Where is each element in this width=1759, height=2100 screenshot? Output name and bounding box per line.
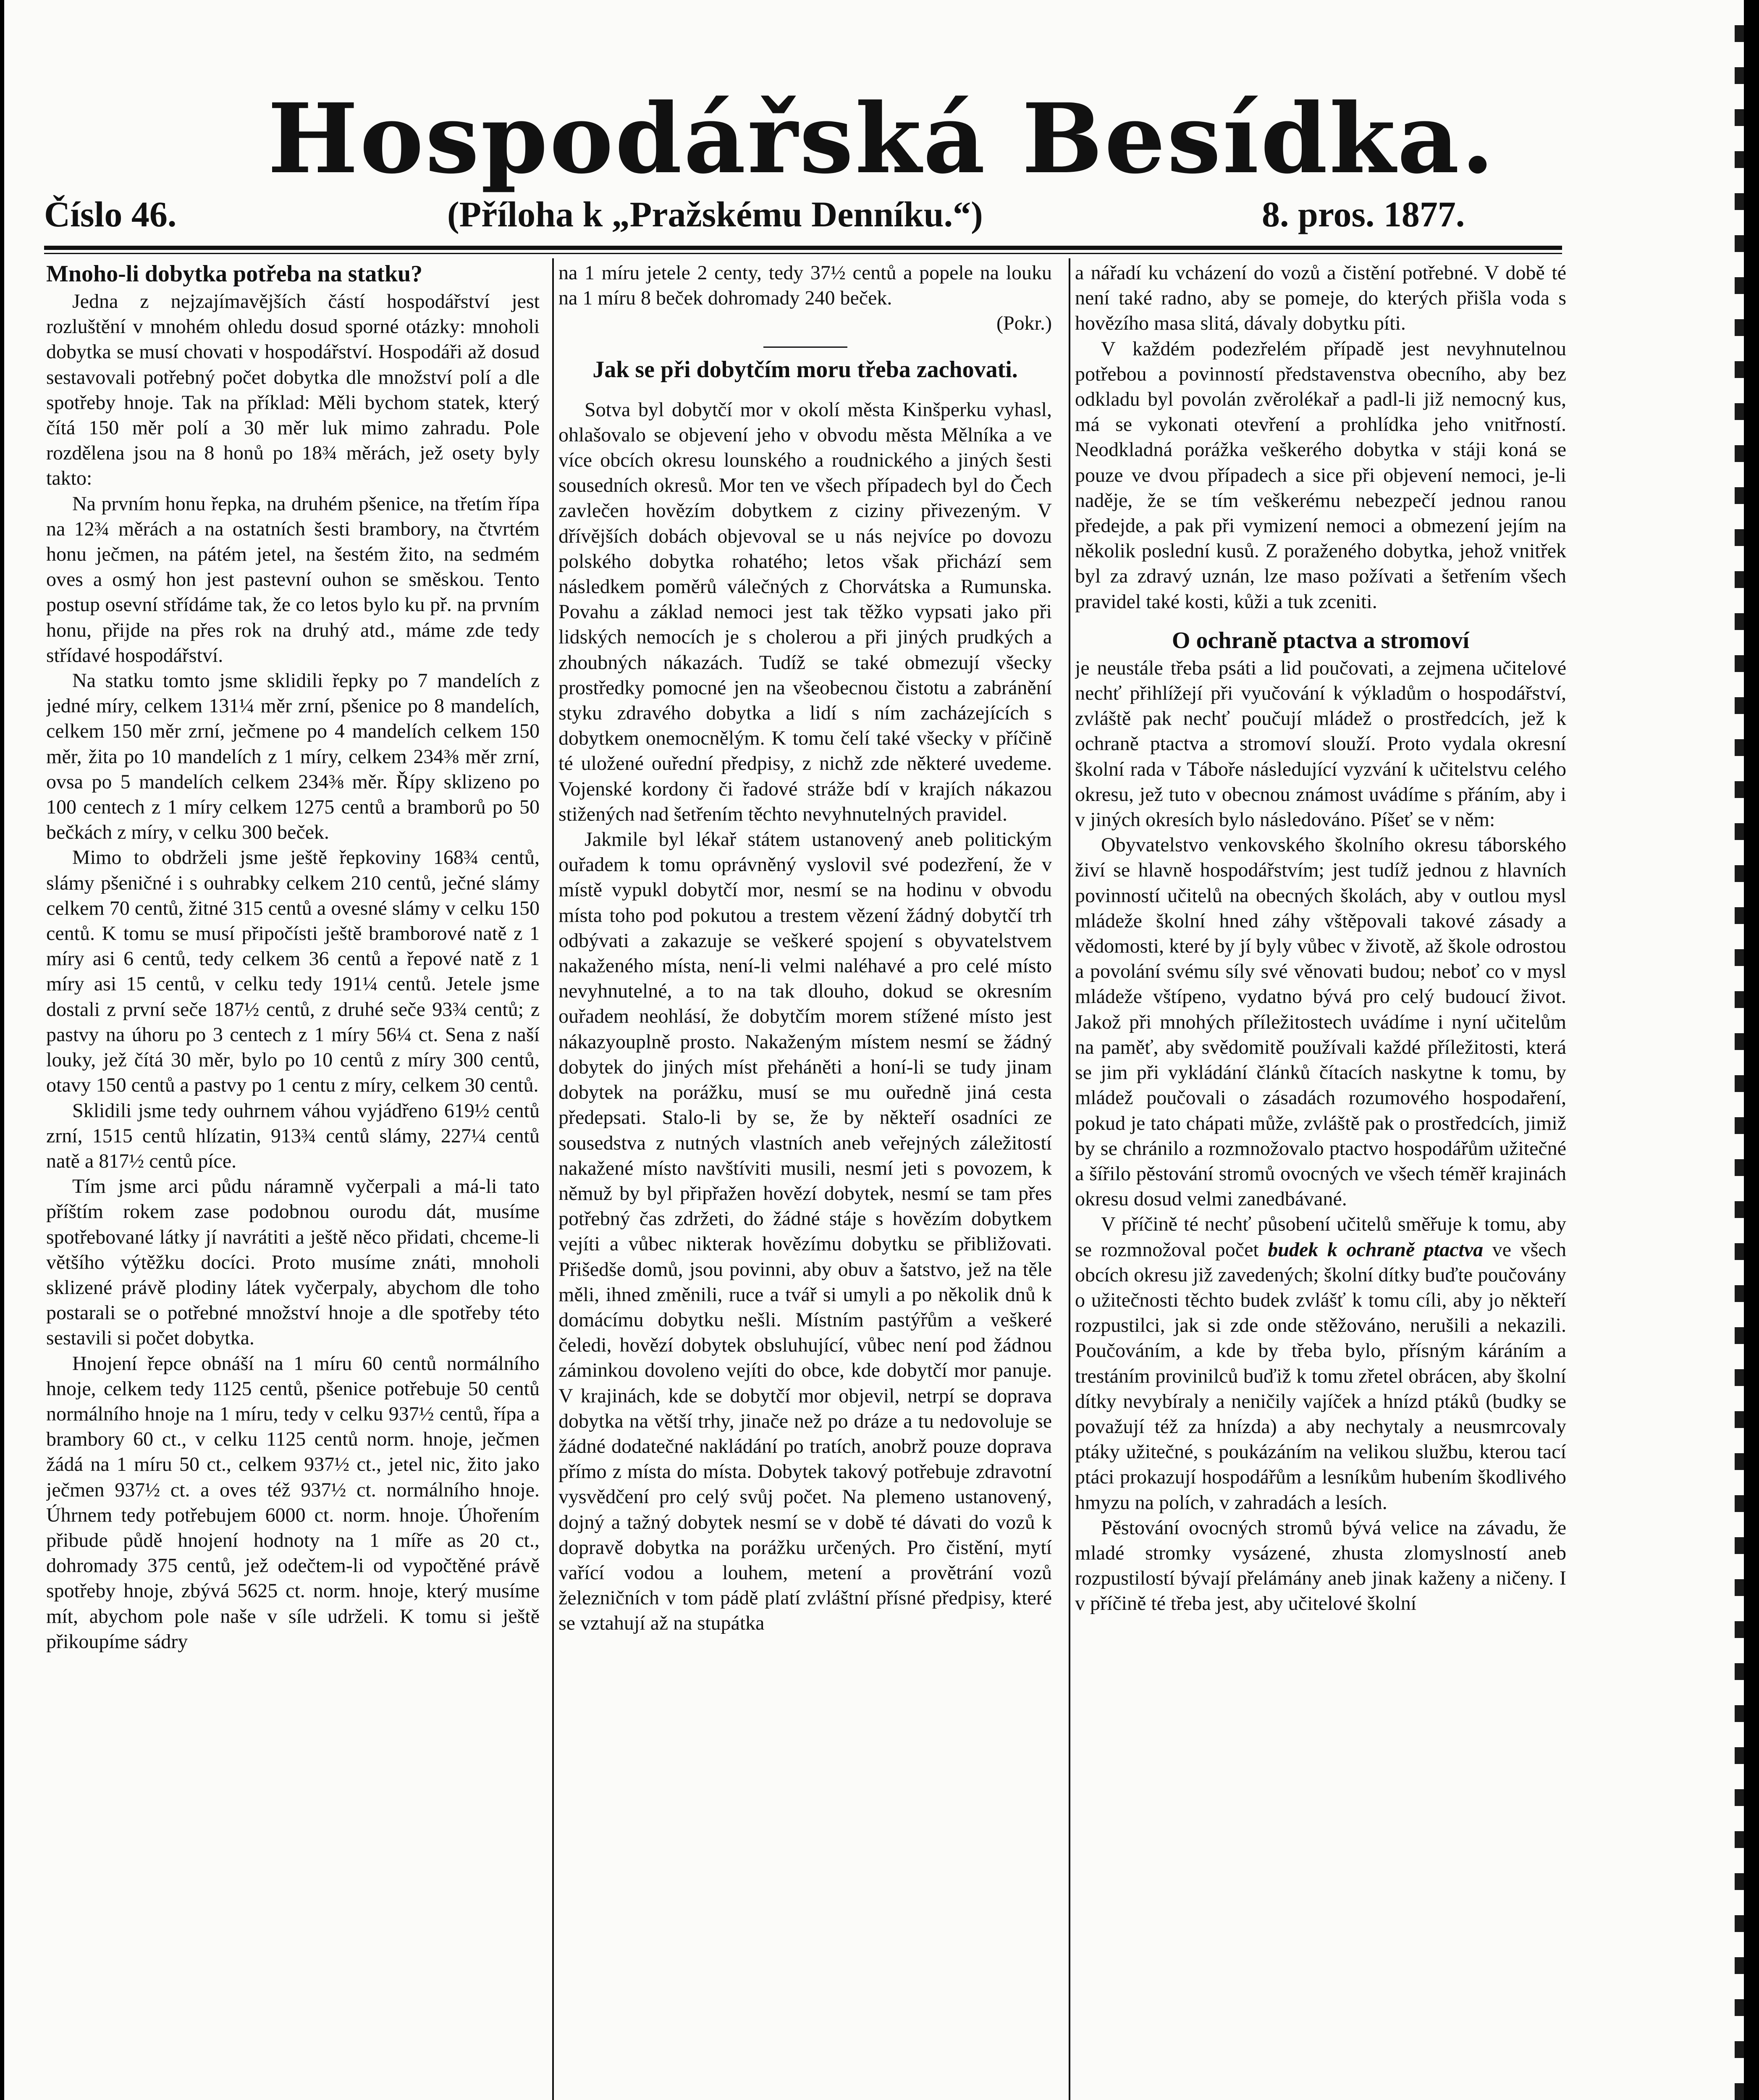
column-1 xyxy=(46,260,540,2100)
paragraph: Tím jsme arci půdu náramně vyčerpali a má-li tato příštím rokem zase podobnou ourodu dát, musíme spotřebované látky jí navrátiti a ještě něco přidati, chceme-li většího výtěžku docíci. Proto musíme znáti, mnoholi sklizené právě plodiny látek vyčerpaly, abychom dle toho postarali se o potřebné množství hnoje a dle spotřeby této sestavili si počet dobytka. xyxy=(46,1175,540,1349)
column-2 xyxy=(558,260,1052,2100)
column-divider-1 xyxy=(552,258,554,2100)
subheader xyxy=(44,195,1556,233)
emphasized-phrase: budek k ochraně ptactva xyxy=(1268,1238,1484,1261)
column-divider-2 xyxy=(1069,258,1070,2100)
scan-border-right xyxy=(1744,0,1759,2100)
paragraph: Jedna z nejzajímavějších částí hospodářství jest rozluštění v mnohém ohledu dosud sporné otázky: mnoholi dobytka se musí chovati v hospodářství. Hospodáři až dosud sestavovali potřebný počet dobytka dle množství polí a dle spotřeby hnoje. Tak na příklad: Měli bychom statek, který čítá 150 měr polí a 30 měr luk mimo zahradu. Pole rozdělena jsou na 8 honů po 18¾ měrách, jež osety byly takto: xyxy=(46,290,540,490)
paragraph: Jakmile byl lékař státem ustanovený aneb politickým ouřadem k tomu oprávněný vyslovil své podezření, že v místě vypukl dobytčí mor, nesmí se na hodinu v obvodu místa toho pod pokutou a trestem vězení žádný dobytčí trh odbývati a zakazuje se veškeré spojení s obyvatelstvem nakaženého místa, není-li velmi naléhavé a pro celé místo nevyhnutelné, a to na tak dlouho, dokud se okresním ouřadem neohlásí, že dobytčím morem stížené místo jest nákazyouplně prosto. Nakaženým místem nesmí se žádný dobytek do jiných míst přeháněti a honí-li se tudy jinam dobytek na porážku, musí se mu ouředně jiná cesta předepsati. Stalo-li by se, že by někteří osadníci ze sousedstva z nutných vlastních aneb veřejných záležitostí nakažené místo navštíviti musili, nesmí jeti s povozem, k němuž by byl připřažen hovězí dobytek, nesmí se tam přes potřebný čas zdržeti, do žádné stáje s hovězím dobytkem vejíti a vůbec nikterak hovězímu dobytku se přibližovati. Přišedše domů, jsou povinni, aby obuv a šatstvo, jež na těle měli, ihned změnili, ruce a tvář si umyli a po několik dnů k domácímu dobytku nešli. Místním pastýřům a veškeré čeledi, hovězí dobytek obsluhující, vůbec není pod žádnou záminkou dovoleno vejíti do obce, kde dobytčí mor panuje. V krajinách, kde se dobytčí mor objevil, netrpí se doprava dobytka na větší trhy, jinače než po dráze a tu nedovoluje se žádné dodatečné nakládání po tratích, anobrž pouze doprava přímo z místa do místa. Dobytek takový potřebuje zdravotní vysvědčení pro celý svůj počet. Na plemeno ustanovený, dojný a tažný dobytek nesmí se v době té dávati do vozů k dopravě dobytka na porážku určených. Pro čistění, mytí vařící vodou a louhem, metení a provětrání vozů železničních v tom pádě platí zvláštní přísné předpisy, které se vztahují až na stupátka xyxy=(558,828,1052,1635)
header-rule-thin xyxy=(44,253,1562,254)
supplement-note: (Příloha k „Pražskému Denníku.“) xyxy=(447,194,983,234)
binding-holes xyxy=(1735,0,1744,2100)
paragraph: Pěstování ovocných stromů bývá velice na závadu, že mladé stromky vysázené, zhusta zlomyslností aneb rozpustilostí bývají přelámány aneb jinak kaženy a ničeny. I v příčině té třeba jest, aby učitelové školní xyxy=(1075,1516,1566,1615)
paragraph-continuation: a nářadí ku vcházení do vozů a čistění potřebné. V době té není také radno, aby se pomeje, do kterých přišla voda s hovězího masa slitá, dávaly dobytku píti. xyxy=(1075,262,1566,335)
paragraph: je neustále třeba psáti a lid poučovati, a zejmena učitelové nechť přihlížejí při vyučování k výkladům o hospodářství, zvláště pak nechť poučují mládež o prostředcích, jež k ochraně ptactva a stromoví slouží. Proto vydala okresní školní rada v Táboře následující vyzvání k učitelstvu celého okresu, jež tuto v obecnou známost uvádíme s přáním, aby i v jiných okresích bylo následováno. Píšeť se v něm: xyxy=(1075,656,1566,831)
header-rule-thick xyxy=(44,246,1562,250)
paragraph: Obyvatelstvo venkovského školního okresu táborského živí se hlavně hospodářstvím; jest tudíž jednou z hlavních povinností učitelů na obecných školách, aby v outlou mysl mládeže školní hned záhy vštěpovali takové zásady a vědomosti, které by jí byly vůbec v životě, až škole odrostou a povolání svému síly své věnovati budou; neboť co v mysl mládeže vštípeno, vydatno bývá pro celý budoucí život. Jakož při mnohých příležitostech uvádíme i nyní učitelům na paměť, aby svědomitě používali každé příležitosti, která se jim při vykládání článků čítacích naskytne k tomu, by mládež poučovali o zásadách rozumového hospodaření, pokud je tato chápati může, zvláště pak o prostředcích, jimiž by se chránilo a rozmnožovalo ptactvo hospodářům užitečné a šířilo pěstování stromů ovocných ve všech téměř krajinách okresu dosud velmi zanedbávané. xyxy=(1075,834,1566,1210)
column-3 xyxy=(1075,260,1566,2100)
spacer xyxy=(558,385,1052,397)
spacer xyxy=(1075,614,1566,627)
paragraph: Na statku tomto jsme sklidili řepky po 7 mandelích z jedné míry, celkem 131¼ měr zrní, pšenice po 8 mandelích, celkem 150 měr zrní, ječmene po 4 mandelích celkem 150 měr, žita po 10 mandelích z 1 míry, celkem 234⅜ měr zrní, ovsa po 5 mandelích celkem 234⅜ měr. Řípy sklizeno po 100 centech z 1 míry celkem 1275 centů a bramborů po 50 bečkách z míry, v celku 300 beček. xyxy=(46,669,540,844)
paragraph: Mimo to obdrželi jsme ještě řepkoviny 168¾ centů, slámy pšeničné i s ouhrabky celkem 210 centů, ječné slámy celkem 70 centů, žitné 315 centů a ovesné slámy v celku 150 centů. K tomu se musí připočísti ještě bramborové natě z 1 míry asi 6 centů, tedy celkem 36 centů a řepové natě z 1 míry asi 15 centů, v celku tedy 191¼ centů. Jetele jsme dostali z první seče 187½ centů, z druhé seče 93¾ centů; z pastvy na úhoru po 3 centech z 1 míry 56¼ ct. Sena z naší louky, jež čítá 30 měr, bylo po 10 centů z míry 300 centů, otavy 150 centů a pastvy po 1 centu z míry, celkem 30 centů. xyxy=(46,846,540,1097)
paragraph-continuation: na 1 míru jetele 2 centy, tedy 37½ centů a popele na louku na 1 míru 8 beček dohromady 240 beček. xyxy=(558,262,1052,310)
article-separator xyxy=(763,346,847,348)
article-title-livestock: Mnoho-li dobytka potřeba na statku? xyxy=(46,261,423,287)
paragraph: Sklidili jsme tedy ouhrnem váhou vyjádřeno 619½ centů zrní, 1515 centů hlízatin, 913¾ centů slámy, 227¼ centů natě a 817½ centů píce. xyxy=(46,1099,540,1172)
issue-date: 8. pros. 1877. xyxy=(1262,194,1465,234)
continued-marker: (Pokr.) xyxy=(996,312,1052,335)
masthead-title: Hospodářská Besídka. xyxy=(267,82,1496,195)
paragraph: Sotva byl dobytčí mor v okolí města Kinšperku vyhasl, ohlašovalo se objevení jeho v obvodu města Mělníka a ve více obcích okresu lounského a roudnického a jiných šesti sousedních okresů. Mor ten ve všech případech byl do Čech zavlečen hovězím dobytkem z ciziny přivezeným. V dřívějších dobách objevoval se u nás nejvíce po dovozu polského dobytka rohatého; letos však přichází sem následkem poměrů válečných z Chorvátska a Rumunska. Povahu a základ nemoci jest tak těžko vypsati jako při lidských nemocích je s cholerou a při jiných prudkých a zhoubných nákazách. Tudíž se také obmezují všecky prostředky pomocné jen na všeobecnou čistotu a zabránění styku zdravého dobytka a lidí s ním zacházejících s dobytkem onemocnělým. K tomu čelí také všecky v příčině té uložené ouřední předpisy, z nichž zde některé uvedeme. Vojenské kordony či řadové stráže bdí v krajích nákazou stižených nad šetřením těchto nevyhnutelných pravidel. xyxy=(558,398,1052,825)
paragraph: V příčině té nechť působení učitelů směřuje k tomu, aby se rozmnožoval počet budek k ochraně ptactva ve všech obcích okresu již zavedených; školní dítky buďte poučovány o užitečnosti těchto budek zvlášť k tomu cíli, aby jo někteří rozpustilci, jak si zde onde stěžováno, nerušili a nekazili. Poučováním, a kde by třeba bylo, přísným káráním a trestáním provinilců buďiž k tomu zřetel obrácen, aby školní dítky nevybíraly a neničily vajíček a hnízd ptáků (budky se považují též za hnízda) a aby nechytaly a neusmrcovaly ptáky užitečné, s poukázáním na velikou službu, kterou tací ptáci prokazují hospodářům a lesníkům hubením škodlivého hmyzu na polích, v zahradách a lesích. xyxy=(1075,1213,1566,1514)
paragraph: Hnojení řepce obnáší na 1 míru 60 centů normálního hnoje, celkem tedy 1125 centů, pšenice potřebuje 50 centů normálního hnoje na 1 míru, tedy v celku 937½ centů, řípa a brambory 60 ct., v celku 1125 centů norm. hnoje, ječmen žádá na 1 míru 50 ct., celkem 937½ ct., jetel nic, žito jako ječmen 937½ ct. a oves též 937½ ct. normálního hnoje. Úhrnem tedy potřebujem 6000 ct. norm. hnoje. Úhořením přibude půdě hnojení hodnoty na 1 míře as 20 ct., dohromady 375 centů, jež odečtem-li od vypočtěné právě spotřeby hnoje, zbývá 5625 ct. norm. hnoje, který musíme mít, abychom pole naše v síle udrželi. K tomu si ještě přikoupíme sádry xyxy=(46,1352,540,1653)
article-title-cattle-plague: Jak se při dobytčím moru třeba zachovati. xyxy=(592,356,1018,383)
article-title-bird-protection: O ochraně ptactva a stromoví xyxy=(1172,627,1470,654)
paragraph: Na prvním honu řepka, na druhém pšenice, na třetím řípa na 12¾ měrách a na ostatních šesti brambory, na čtvrtém honu ječmen, na pátém jetel, na šestém žito, na sedmém oves a osmý hon jest pastevní ouhon se směskou. Tento postup osevní střídáme tak, že co letos bylo ku př. na prvním honu, přijde na přes rok na druhý atd., máme zde tedy střídavé hospodářství. xyxy=(46,492,540,667)
scan-border-left xyxy=(0,0,4,2100)
issue-number: Číslo 46. xyxy=(44,194,177,234)
paragraph: V každém podezřelém případě jest nevyhnutelnou potřebou a povinností představenstva obecního, aby bez odkladu byl povolán zvěrolékař a padl-li již nemocný kus, má se vykonati otevření a prohlídka jeho vnitřností. Neodkladná porážka veškerého dobytka v stáji koná se pouze ve dvou případech a sice při objevení nemoci, je-li naděje, že se tím veškerému nebezpečí jednou ranou předejde, a pak při vymizení nemoci a obmezení jejím na několik poslední kusů. Z poraženého dobytka, jehož vnitřek byl za zdravý uznán, lze maso požívati a šetřením všech pravidel také kosti, kůži a tuk zceniti. xyxy=(1075,337,1566,613)
